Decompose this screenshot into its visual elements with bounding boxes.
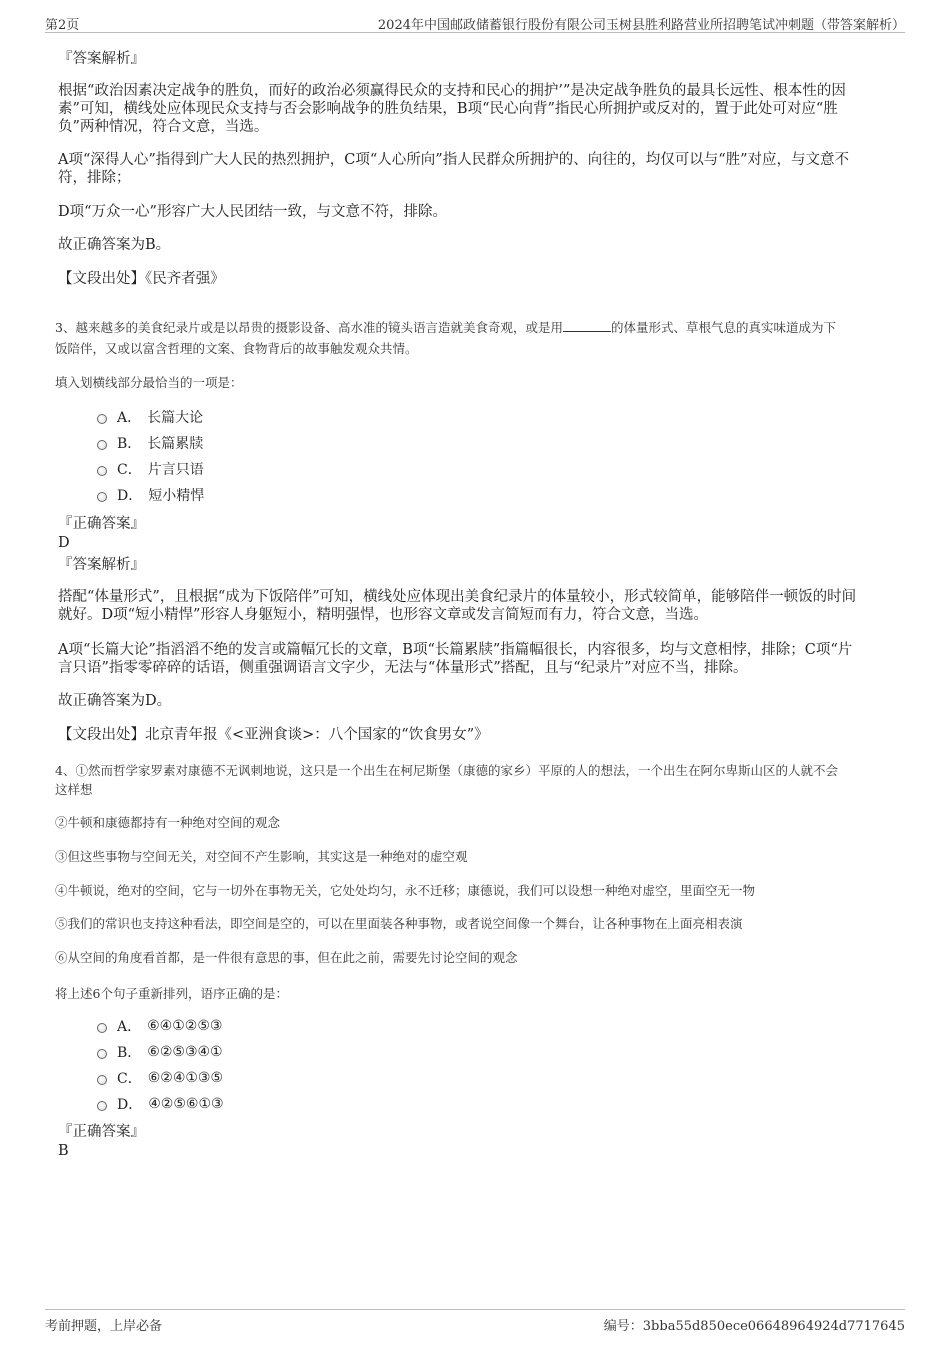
footer-code-value: 3bba55d850ece06648964924d7717645	[642, 1319, 905, 1334]
document-title: 2024年中国邮政储蓄银行股份有限公司玉树县胜利路营业所招聘笔试冲刺题（带答案解析）	[377, 18, 905, 33]
q3-analysis-line3: A项“长篇大论”指滔滔不绝的发言或篇幅冗长的文章，B项“长篇累牍”指篇幅很长，内容很多，均与文意相悖，排除；C项“片	[58, 642, 853, 658]
page-number: 第2页	[45, 18, 80, 33]
option-letter: B．	[117, 436, 142, 452]
q2-analysis-line5: 符，排除；	[58, 170, 131, 186]
radio-icon[interactable]	[97, 440, 107, 450]
q4-sentence-4: ④牛顿说，绝对的空间，它与一切外在事物无关，它处处均匀，永不迁移；康德说，我们可以设想一种绝对虚空，里面空无一物	[55, 883, 756, 898]
q4-sentence-1-line2: 这样想	[55, 782, 93, 797]
q3-stem-line1	[55, 317, 836, 338]
q3-option-d[interactable]	[97, 485, 204, 505]
q4-option-d[interactable]	[97, 1094, 224, 1114]
option-letter: D．	[117, 488, 143, 504]
q3-option-c[interactable]	[97, 459, 204, 479]
option-text: 短小精悍	[148, 488, 205, 504]
q4-sentence-5: ⑤我们的常识也支持这种看法，即空间是空的，可以在里面装各种事物，或者说空间像一个舞台，让各种事物在上面亮相表演	[55, 916, 743, 931]
q3-analysis-line2: 就好。D项“短小精悍”形容人身躯短小，精明强悍，也形容文章或发言简短而有力，符合文意，当选。	[58, 607, 708, 623]
option-text: ⑥②⑤③④①	[147, 1044, 223, 1060]
q3-instruction: 填入划横线部分最恰当的一项是：	[55, 375, 243, 390]
option-letter: C．	[117, 462, 142, 478]
page-footer	[45, 1309, 905, 1334]
q3-analysis-label: 『答案解析』	[58, 557, 145, 573]
radio-icon[interactable]	[97, 1101, 107, 1111]
q4-answer: B	[58, 1143, 69, 1159]
option-text: ④②⑤⑥①③	[148, 1096, 224, 1112]
q4-option-b[interactable]	[97, 1042, 223, 1062]
option-text: 长篇大论	[147, 410, 204, 426]
footer-code	[604, 1315, 905, 1334]
option-text: ⑥④①②⑤③	[147, 1018, 223, 1034]
q3-analysis-line1: 搭配“体量形式”，且根据“成为下饭陪伴”可知，横线处应体现出美食纪录片的体量较小，形式较简单，能够陪伴一顿饭的时间	[58, 589, 857, 605]
q4-instruction: 将上述6个句子重新排列，语序正确的是：	[55, 986, 288, 1001]
q2-analysis-line2: 素”可知，横线处应体现民众支持与否会影响战争的胜负结果，B项“民心向背”指民心所拥护或反对的，置于此处可对应“胜	[58, 101, 838, 117]
q2-analysis-line3: 负”两种情况，符合文意，当选。	[58, 119, 269, 135]
option-text: 片言只语	[147, 462, 204, 478]
footer-slogan: 考前押题，上岸必备	[45, 1319, 163, 1334]
option-letter: D．	[117, 1097, 143, 1113]
option-text: 长篇累牍	[147, 436, 204, 452]
q4-sentence-1-line1: 4、①然而哲学家罗素对康德不无讽刺地说，这只是一个出生在柯尼斯堡（康德的家乡）平原的人的想法，一个出生在阿尔卑斯山区的人就不会	[55, 763, 838, 778]
q2-analysis-label: 『答案解析』	[58, 51, 145, 67]
q2-source-text: 《民齐者强》	[145, 271, 225, 287]
q3-source	[58, 726, 489, 744]
q3-answer-label: 『正确答案』	[58, 516, 145, 532]
q3-stem-part1: 3、越来越多的美食纪录片或是以昂贵的摄影设备、高水准的镜头语言造就美食奇观，或是用	[55, 320, 563, 335]
q4-option-c[interactable]	[97, 1068, 223, 1088]
q3-source-text: 北京青年报《<亚洲食谈>：八个国家的“饮食男女”》	[145, 727, 489, 743]
radio-icon[interactable]	[97, 414, 107, 424]
radio-icon[interactable]	[97, 1049, 107, 1059]
q4-sentence-2: ②牛顿和康德都持有一种绝对空间的观念	[55, 815, 281, 830]
page-header	[45, 12, 905, 33]
q2-conclusion: 故正确答案为B。	[58, 237, 171, 253]
q4-sentence-3: ③但这些事物与空间无关，对空间不产生影响，其实这是一种绝对的虚空观	[55, 849, 468, 864]
q3-option-b[interactable]	[97, 433, 203, 453]
option-letter: A．	[117, 410, 142, 426]
option-letter: C．	[117, 1071, 142, 1087]
q2-source-label: 【文段出处】	[58, 271, 145, 287]
q3-stem-line2: 饭陪伴，又或以富含哲理的文案、食物背后的故事触发观众共情。	[55, 341, 418, 356]
q2-analysis-line6: D项“万众一心”形容广大人民团结一致，与文意不符，排除。	[58, 204, 447, 220]
radio-icon[interactable]	[97, 466, 107, 476]
radio-icon[interactable]	[97, 1023, 107, 1033]
q3-stem-part2: 的体量形式、草根气息的真实味道成为下	[610, 320, 836, 335]
radio-icon[interactable]	[97, 492, 107, 502]
q2-analysis-line1: 根据“政治因素决定战争的胜负，而好的政治必须赢得民众的支持和民心的拥护’”是决定战争胜负的最具长远性、根本性的因	[58, 83, 846, 99]
option-letter: B．	[117, 1045, 142, 1061]
q3-answer: D	[58, 535, 70, 551]
q4-answer-label: 『正确答案』	[58, 1124, 145, 1140]
q3-blank	[563, 319, 611, 332]
q4-sentence-6: ⑥从空间的角度看首都，是一件很有意思的事，但在此之前，需要先讨论空间的观念	[55, 950, 518, 965]
option-letter: A．	[117, 1019, 142, 1035]
option-text: ⑥②④①③⑤	[147, 1070, 224, 1086]
q3-source-label: 【文段出处】	[58, 727, 145, 743]
radio-icon[interactable]	[97, 1075, 107, 1085]
q4-option-a[interactable]	[97, 1016, 222, 1036]
q3-option-a[interactable]	[97, 407, 203, 427]
q2-source	[58, 270, 225, 288]
q2-analysis-line4: A项“深得人心”指得到广大人民的热烈拥护，C项“人心所向”指人民群众所拥护的、向往的，均仅可以与“胜”对应，与文意不	[58, 152, 850, 168]
q3-analysis-line4: 言只语”指零零碎碎的话语，侧重强调语言文字少，无法与“体量形式”搭配，且与“纪录片”对应不当，排除。	[58, 660, 748, 676]
q3-conclusion: 故正确答案为D。	[58, 693, 172, 709]
footer-code-label: 编号：	[603, 1319, 643, 1334]
